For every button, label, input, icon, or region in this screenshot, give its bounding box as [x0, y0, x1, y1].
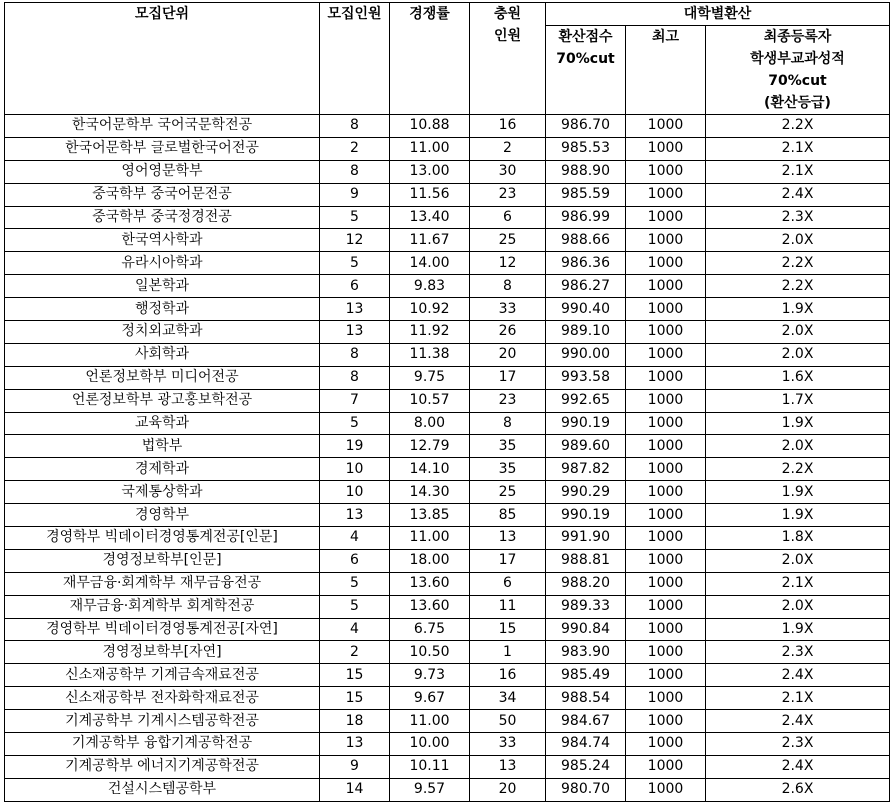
cell-score-cut: 988.66 [546, 229, 626, 252]
cell-quota: 6 [320, 275, 390, 298]
cell-competition: 13.60 [390, 572, 470, 595]
cell-additional: 30 [470, 160, 546, 183]
cell-competition: 11.92 [390, 321, 470, 344]
cell-final-grade: 2.0X [706, 435, 890, 458]
cell-competition: 11.56 [390, 183, 470, 206]
table-row [5, 160, 890, 183]
cell-department: 경영정보학부[인문] [5, 549, 320, 572]
cell-final-grade: 2.1X [706, 687, 890, 710]
cell-quota: 5 [320, 572, 390, 595]
cell-additional: 16 [470, 664, 546, 687]
cell-score-cut: 984.74 [546, 733, 626, 756]
cell-score-cut: 985.49 [546, 664, 626, 687]
header-additional [470, 3, 546, 115]
cell-department: 경영학부 빅데이터경영통계전공[자연] [5, 618, 320, 641]
cell-score-cut: 985.59 [546, 183, 626, 206]
cell-additional: 20 [470, 778, 546, 801]
admission-results-table [4, 2, 890, 802]
cell-additional: 25 [470, 229, 546, 252]
cell-max: 1000 [626, 618, 706, 641]
cell-score-cut: 980.70 [546, 778, 626, 801]
cell-final-grade: 2.1X [706, 137, 890, 160]
table-row [5, 137, 890, 160]
cell-quota: 9 [320, 183, 390, 206]
cell-additional: 15 [470, 618, 546, 641]
cell-max: 1000 [626, 137, 706, 160]
cell-competition: 10.57 [390, 389, 470, 412]
cell-quota: 8 [320, 366, 390, 389]
table-row [5, 618, 890, 641]
header-final-grade-line: 학생부교과성적 [750, 51, 845, 67]
cell-final-grade: 2.4X [706, 755, 890, 778]
table-row [5, 733, 890, 756]
header-final-grade-line: (환산등급) [764, 95, 831, 111]
cell-max: 1000 [626, 343, 706, 366]
cell-additional: 2 [470, 137, 546, 160]
cell-competition: 9.83 [390, 275, 470, 298]
cell-additional: 11 [470, 595, 546, 618]
cell-max: 1000 [626, 527, 706, 550]
table-row [5, 481, 890, 504]
cell-quota: 19 [320, 435, 390, 458]
cell-final-grade: 2.4X [706, 183, 890, 206]
cell-max: 1000 [626, 435, 706, 458]
cell-quota: 8 [320, 160, 390, 183]
cell-department: 한국역사학과 [5, 229, 320, 252]
cell-final-grade: 1.9X [706, 618, 890, 641]
cell-max: 1000 [626, 778, 706, 801]
table-row [5, 572, 890, 595]
cell-final-grade: 2.2X [706, 458, 890, 481]
cell-competition: 10.11 [390, 755, 470, 778]
header-additional-line: 인원 [493, 28, 522, 44]
cell-max: 1000 [626, 206, 706, 229]
table-row [5, 321, 890, 344]
header-final-grade [706, 26, 890, 115]
cell-final-grade: 1.9X [706, 481, 890, 504]
cell-final-grade: 2.2X [706, 252, 890, 275]
cell-final-grade: 2.0X [706, 229, 890, 252]
cell-competition: 11.00 [390, 137, 470, 160]
cell-score-cut: 993.58 [546, 366, 626, 389]
cell-department: 중국학부 중국어문전공 [5, 183, 320, 206]
cell-additional: 13 [470, 527, 546, 550]
cell-quota: 2 [320, 137, 390, 160]
cell-department: 일본학과 [5, 275, 320, 298]
cell-department: 사회학과 [5, 343, 320, 366]
cell-quota: 12 [320, 229, 390, 252]
table-row [5, 435, 890, 458]
cell-department: 유라시아학과 [5, 252, 320, 275]
cell-competition: 11.67 [390, 229, 470, 252]
cell-score-cut: 984.67 [546, 710, 626, 733]
header-quota: 모집인원 [320, 3, 390, 115]
cell-competition: 10.88 [390, 115, 470, 138]
cell-department: 경영학부 빅데이터경영통계전공[인문] [5, 527, 320, 550]
cell-max: 1000 [626, 641, 706, 664]
table-body [5, 115, 890, 802]
cell-quota: 5 [320, 252, 390, 275]
cell-quota: 9 [320, 755, 390, 778]
table-row [5, 527, 890, 550]
header-additional-line: 충원 [493, 6, 522, 22]
cell-final-grade: 2.0X [706, 595, 890, 618]
header-score-cut-line: 환산점수 [558, 29, 613, 45]
cell-quota: 5 [320, 595, 390, 618]
cell-additional: 8 [470, 275, 546, 298]
cell-max: 1000 [626, 664, 706, 687]
cell-competition: 13.40 [390, 206, 470, 229]
cell-department: 기계공학부 에너지기계공학전공 [5, 755, 320, 778]
cell-department: 재무금융·회계학부 회계학전공 [5, 595, 320, 618]
cell-max: 1000 [626, 504, 706, 527]
table-row [5, 458, 890, 481]
table-row [5, 389, 890, 412]
header-final-grade-line: 70%cut [768, 73, 827, 89]
cell-department: 언론정보학부 광고홍보학전공 [5, 389, 320, 412]
table-row [5, 275, 890, 298]
cell-final-grade: 2.4X [706, 710, 890, 733]
cell-department: 교육학과 [5, 412, 320, 435]
header-max: 최고 [626, 26, 706, 115]
header-final-grade-line: 최종등록자 [763, 29, 832, 45]
cell-max: 1000 [626, 572, 706, 595]
cell-department: 기계공학부 기계시스템공학전공 [5, 710, 320, 733]
cell-max: 1000 [626, 298, 706, 321]
cell-max: 1000 [626, 710, 706, 733]
cell-competition: 10.00 [390, 733, 470, 756]
cell-max: 1000 [626, 183, 706, 206]
cell-department: 영어영문학부 [5, 160, 320, 183]
cell-competition: 12.79 [390, 435, 470, 458]
cell-department: 한국어문학부 글로벌한국어전공 [5, 137, 320, 160]
cell-additional: 33 [470, 733, 546, 756]
cell-score-cut: 986.70 [546, 115, 626, 138]
table-row [5, 641, 890, 664]
cell-additional: 20 [470, 343, 546, 366]
cell-final-grade: 2.2X [706, 115, 890, 138]
table-row [5, 710, 890, 733]
table-row [5, 549, 890, 572]
cell-final-grade: 2.3X [706, 206, 890, 229]
cell-quota: 10 [320, 458, 390, 481]
table-row [5, 229, 890, 252]
cell-score-cut: 985.24 [546, 755, 626, 778]
table-row [5, 343, 890, 366]
header-competition: 경쟁률 [390, 3, 470, 115]
table-row [5, 504, 890, 527]
cell-score-cut: 986.27 [546, 275, 626, 298]
cell-quota: 13 [320, 504, 390, 527]
table-header [5, 3, 890, 115]
cell-quota: 4 [320, 618, 390, 641]
table-row [5, 778, 890, 801]
table-row [5, 183, 890, 206]
cell-competition: 8.00 [390, 412, 470, 435]
cell-final-grade: 2.0X [706, 549, 890, 572]
cell-department: 재무금융·회계학부 재무금융전공 [5, 572, 320, 595]
cell-final-grade: 2.4X [706, 664, 890, 687]
cell-max: 1000 [626, 275, 706, 298]
cell-department: 건설시스템공학부 [5, 778, 320, 801]
cell-score-cut: 987.82 [546, 458, 626, 481]
table-row [5, 687, 890, 710]
cell-final-grade: 2.0X [706, 321, 890, 344]
cell-score-cut: 990.84 [546, 618, 626, 641]
cell-score-cut: 986.36 [546, 252, 626, 275]
cell-additional: 6 [470, 206, 546, 229]
cell-additional: 23 [470, 389, 546, 412]
cell-score-cut: 988.54 [546, 687, 626, 710]
cell-department: 신소재공학부 기계금속재료전공 [5, 664, 320, 687]
cell-competition: 14.30 [390, 481, 470, 504]
cell-competition: 18.00 [390, 549, 470, 572]
cell-score-cut: 990.19 [546, 504, 626, 527]
cell-department: 중국학부 중국정경전공 [5, 206, 320, 229]
header-univ-conversion: 대학별환산 [546, 3, 890, 26]
cell-quota: 5 [320, 206, 390, 229]
cell-quota: 13 [320, 298, 390, 321]
cell-additional: 6 [470, 572, 546, 595]
table-row [5, 755, 890, 778]
header-score-cut-line: 70%cut [556, 51, 615, 67]
cell-max: 1000 [626, 389, 706, 412]
cell-quota: 8 [320, 115, 390, 138]
cell-max: 1000 [626, 549, 706, 572]
cell-additional: 34 [470, 687, 546, 710]
table-row [5, 664, 890, 687]
cell-additional: 17 [470, 549, 546, 572]
cell-competition: 11.00 [390, 710, 470, 733]
cell-max: 1000 [626, 481, 706, 504]
cell-final-grade: 1.8X [706, 527, 890, 550]
cell-department: 기계공학부 융합기계공학전공 [5, 733, 320, 756]
header-score-cut [546, 26, 626, 115]
cell-final-grade: 1.7X [706, 389, 890, 412]
cell-max: 1000 [626, 366, 706, 389]
cell-quota: 10 [320, 481, 390, 504]
cell-max: 1000 [626, 687, 706, 710]
cell-competition: 11.00 [390, 527, 470, 550]
table-row [5, 252, 890, 275]
cell-score-cut: 985.53 [546, 137, 626, 160]
cell-additional: 12 [470, 252, 546, 275]
cell-quota: 15 [320, 664, 390, 687]
cell-competition: 10.50 [390, 641, 470, 664]
cell-quota: 7 [320, 389, 390, 412]
cell-competition: 9.67 [390, 687, 470, 710]
cell-department: 국제통상학과 [5, 481, 320, 504]
cell-department: 경영학부 [5, 504, 320, 527]
cell-final-grade: 2.0X [706, 343, 890, 366]
cell-quota: 5 [320, 412, 390, 435]
cell-additional: 23 [470, 183, 546, 206]
cell-final-grade: 2.1X [706, 160, 890, 183]
cell-department: 언론정보학부 미디어전공 [5, 366, 320, 389]
cell-score-cut: 990.40 [546, 298, 626, 321]
cell-max: 1000 [626, 115, 706, 138]
cell-final-grade: 2.3X [706, 641, 890, 664]
cell-additional: 1 [470, 641, 546, 664]
cell-competition: 10.92 [390, 298, 470, 321]
cell-quota: 4 [320, 527, 390, 550]
cell-max: 1000 [626, 412, 706, 435]
cell-department: 법학부 [5, 435, 320, 458]
cell-score-cut: 991.90 [546, 527, 626, 550]
cell-additional: 13 [470, 755, 546, 778]
cell-score-cut: 988.81 [546, 549, 626, 572]
cell-max: 1000 [626, 321, 706, 344]
cell-department: 경제학과 [5, 458, 320, 481]
cell-additional: 25 [470, 481, 546, 504]
table-row [5, 595, 890, 618]
cell-max: 1000 [626, 229, 706, 252]
cell-additional: 17 [470, 366, 546, 389]
cell-final-grade: 1.9X [706, 504, 890, 527]
cell-score-cut: 989.10 [546, 321, 626, 344]
cell-department: 정치외교학과 [5, 321, 320, 344]
cell-competition: 14.00 [390, 252, 470, 275]
cell-competition: 9.57 [390, 778, 470, 801]
cell-competition: 13.85 [390, 504, 470, 527]
cell-score-cut: 989.60 [546, 435, 626, 458]
cell-additional: 16 [470, 115, 546, 138]
table-row [5, 298, 890, 321]
cell-score-cut: 988.90 [546, 160, 626, 183]
cell-competition: 14.10 [390, 458, 470, 481]
cell-quota: 8 [320, 343, 390, 366]
cell-final-grade: 1.9X [706, 298, 890, 321]
cell-competition: 11.38 [390, 343, 470, 366]
cell-additional: 85 [470, 504, 546, 527]
cell-competition: 9.73 [390, 664, 470, 687]
cell-quota: 14 [320, 778, 390, 801]
cell-additional: 33 [470, 298, 546, 321]
cell-quota: 15 [320, 687, 390, 710]
cell-quota: 6 [320, 549, 390, 572]
cell-final-grade: 2.6X [706, 778, 890, 801]
cell-department: 경영정보학부[자연] [5, 641, 320, 664]
cell-max: 1000 [626, 252, 706, 275]
cell-final-grade: 2.3X [706, 733, 890, 756]
cell-final-grade: 1.6X [706, 366, 890, 389]
table-row [5, 366, 890, 389]
cell-quota: 13 [320, 733, 390, 756]
cell-quota: 2 [320, 641, 390, 664]
cell-max: 1000 [626, 458, 706, 481]
cell-department: 신소재공학부 전자화학재료전공 [5, 687, 320, 710]
cell-additional: 50 [470, 710, 546, 733]
table-row [5, 115, 890, 138]
cell-score-cut: 986.99 [546, 206, 626, 229]
cell-score-cut: 988.20 [546, 572, 626, 595]
cell-max: 1000 [626, 733, 706, 756]
cell-final-grade: 2.2X [706, 275, 890, 298]
cell-additional: 26 [470, 321, 546, 344]
header-department: 모집단위 [5, 3, 320, 115]
cell-max: 1000 [626, 755, 706, 778]
table-row [5, 412, 890, 435]
cell-final-grade: 2.1X [706, 572, 890, 595]
cell-additional: 35 [470, 435, 546, 458]
cell-additional: 8 [470, 412, 546, 435]
cell-competition: 6.75 [390, 618, 470, 641]
cell-competition: 13.60 [390, 595, 470, 618]
cell-competition: 9.75 [390, 366, 470, 389]
cell-competition: 13.00 [390, 160, 470, 183]
cell-department: 행정학과 [5, 298, 320, 321]
cell-score-cut: 992.65 [546, 389, 626, 412]
cell-score-cut: 990.29 [546, 481, 626, 504]
cell-additional: 35 [470, 458, 546, 481]
cell-max: 1000 [626, 595, 706, 618]
cell-score-cut: 990.19 [546, 412, 626, 435]
cell-score-cut: 990.00 [546, 343, 626, 366]
table-row [5, 206, 890, 229]
cell-quota: 13 [320, 321, 390, 344]
cell-final-grade: 1.9X [706, 412, 890, 435]
cell-quota: 18 [320, 710, 390, 733]
cell-max: 1000 [626, 160, 706, 183]
cell-department: 한국어문학부 국어국문학전공 [5, 115, 320, 138]
cell-score-cut: 989.33 [546, 595, 626, 618]
cell-score-cut: 983.90 [546, 641, 626, 664]
